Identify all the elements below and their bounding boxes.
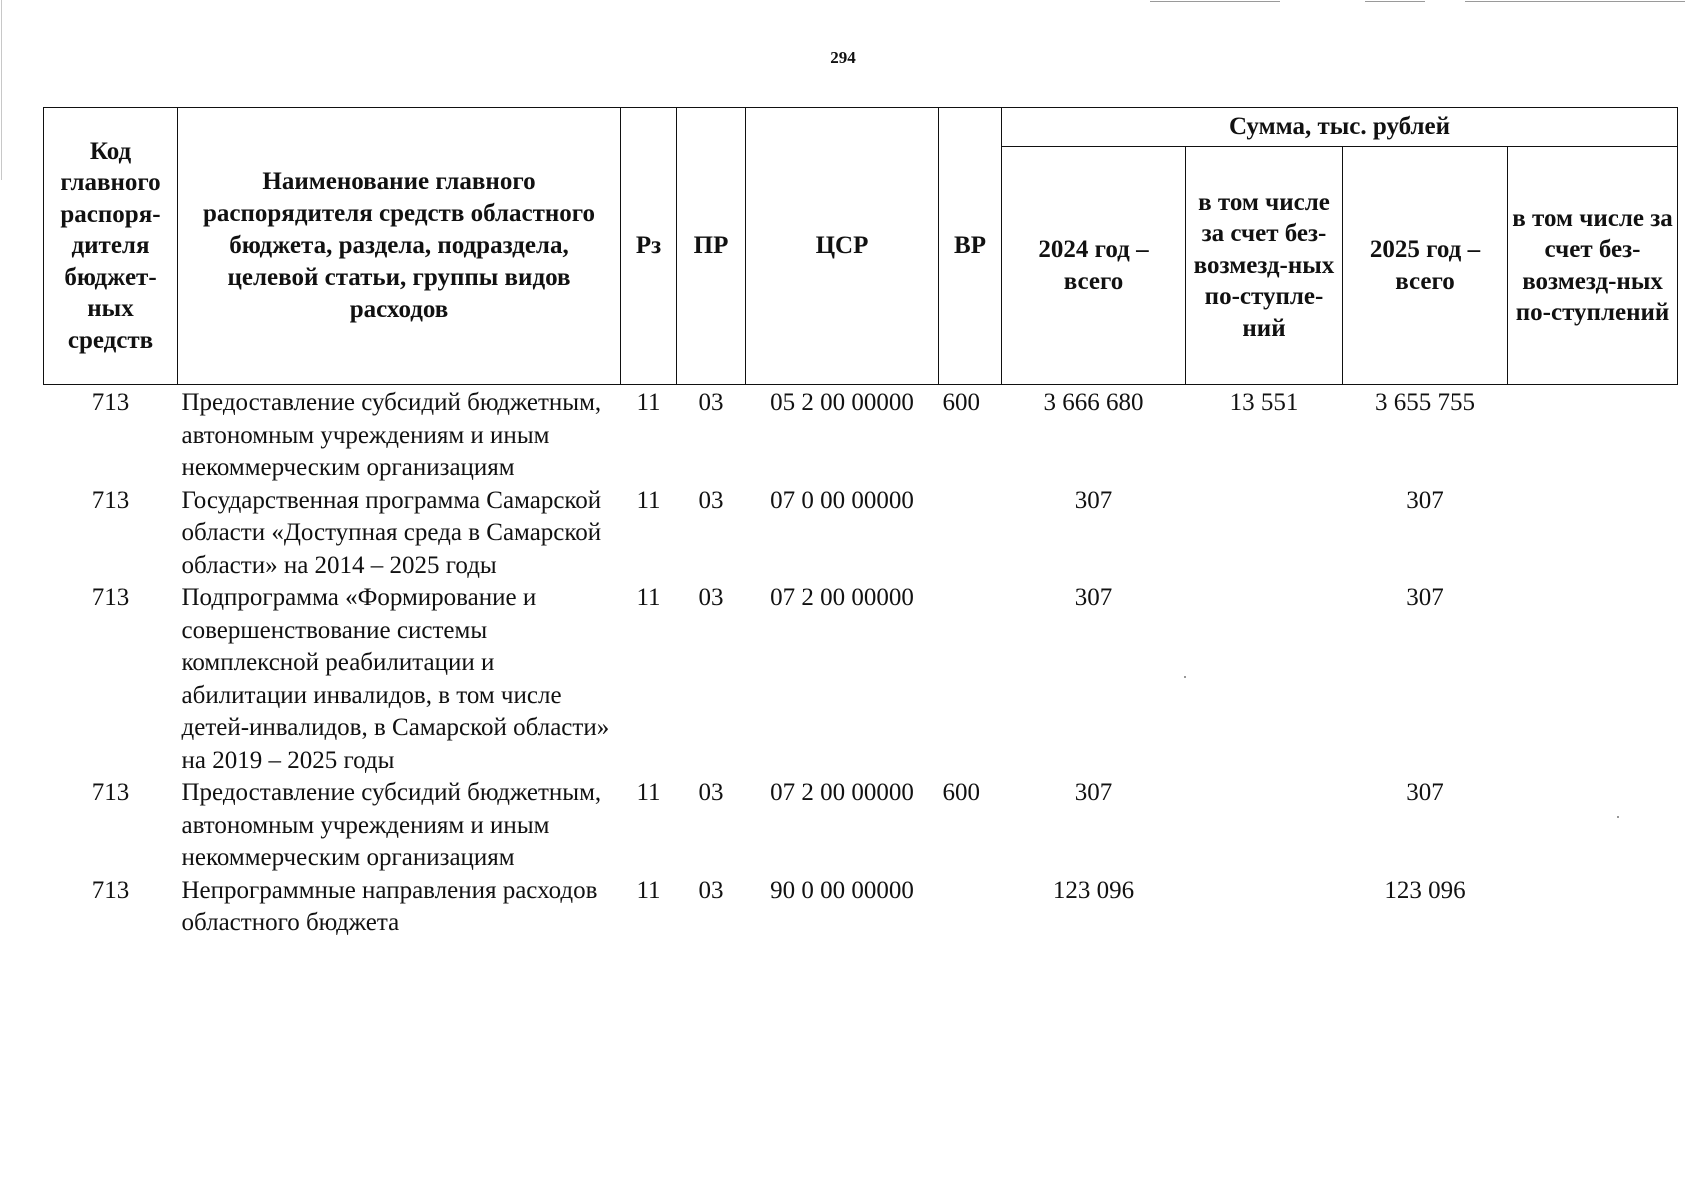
cell-2024-total: 307 <box>1074 486 1113 514</box>
header-code: Код главного распоря-дителя бюджет-ных средств <box>44 108 178 385</box>
cell-2025-free <box>1508 582 1678 777</box>
cell-name: Подпрограмма «Формирование и совершенствование системы комплексной реабилитации и абилитации инвалидов, в том числе детей-инвалидов, в Самарской области» на 2019 – 2025 годы <box>181 584 610 774</box>
header-sum: Сумма, тыс. рублей <box>1002 108 1678 147</box>
cell-pr: 03 <box>698 486 724 514</box>
header-2024-free: в том числе за счет без-возмезд-ных по-ступле-ний <box>1186 147 1343 385</box>
scan-left-edge <box>1 0 2 180</box>
cell-vr <box>939 875 1002 940</box>
cell-2024-total: 307 <box>1074 584 1113 611</box>
table-row <box>44 485 1678 583</box>
budget-table <box>43 107 1678 940</box>
header-2025-free: в том числе за счет без-возмезд-ных по-ступлений <box>1508 147 1678 385</box>
cell-2025-total: 307 <box>1406 779 1444 806</box>
cell-csr: 05 2 00 00000 <box>770 389 914 416</box>
page-number: 294 <box>830 48 856 67</box>
cell-2025-free <box>1508 385 1678 485</box>
cell-2024-free <box>1186 485 1343 583</box>
cell-pr: 03 <box>698 876 724 904</box>
header-name: Наименование главного распорядителя средств областного бюджета, раздела, подраздела, целевой статьи, группы видов расходов <box>178 108 621 385</box>
table-row <box>44 385 1678 485</box>
header-2025-total: 2025 год – всего <box>1343 147 1508 385</box>
scan-artifact-line <box>1365 1 1425 2</box>
table-row <box>44 777 1678 875</box>
cell-vr <box>939 582 1002 777</box>
cell-csr: 07 2 00 00000 <box>770 779 914 806</box>
cell-2025-total: 307 <box>1406 584 1444 611</box>
header-csr: ЦСР <box>746 108 939 385</box>
cell-2025-total: 307 <box>1406 486 1444 514</box>
cell-rz: 11 <box>636 486 661 514</box>
table-body <box>44 385 1678 940</box>
cell-vr: 600 <box>942 779 980 806</box>
header-pr: ПР <box>677 108 746 385</box>
cell-2025-free <box>1508 485 1678 583</box>
cell-csr: 07 0 00 00000 <box>770 486 914 514</box>
cell-name: Непрограммные направления расходов областного бюджета <box>181 876 598 936</box>
cell-vr <box>939 485 1002 583</box>
cell-2024-free <box>1186 777 1343 875</box>
cell-2024-free <box>1186 582 1343 777</box>
table-row <box>44 875 1678 940</box>
scan-artifact-line <box>1150 1 1280 2</box>
cell-name: Предоставление субсидий бюджетным, автономным учреждениям и иным некоммерческим организациям <box>181 389 602 481</box>
table-header <box>44 108 1678 385</box>
cell-2025-total: 123 096 <box>1384 876 1466 904</box>
cell-rz: 11 <box>636 876 661 904</box>
cell-code: 713 <box>91 779 130 806</box>
cell-code: 713 <box>91 389 130 416</box>
cell-2025-total: 3 655 755 <box>1375 389 1475 416</box>
cell-2024-free: 13 551 <box>1229 389 1299 416</box>
cell-name: Государственная программа Самарской области «Доступная среда в Самарской области» на 2014 – 2025 годы <box>181 486 602 579</box>
header-row-top <box>44 108 1678 147</box>
cell-name: Предоставление субсидий бюджетным, автономным учреждениям и иным некоммерческим организациям <box>181 779 602 871</box>
cell-2024-total: 123 096 <box>1052 876 1135 904</box>
cell-csr: 90 0 00 00000 <box>770 876 914 904</box>
cell-rz: 11 <box>636 389 661 416</box>
header-vr: ВР <box>939 108 1002 385</box>
cell-2024-free <box>1186 875 1343 940</box>
cell-pr: 03 <box>698 584 724 611</box>
header-2024-total: 2024 год – всего <box>1002 147 1186 385</box>
scan-artifact-line <box>1465 1 1685 2</box>
cell-code: 713 <box>91 876 130 904</box>
cell-pr: 03 <box>698 779 724 806</box>
table-row <box>44 582 1678 777</box>
header-rz: Рз <box>621 108 677 385</box>
cell-rz: 11 <box>636 779 661 806</box>
cell-2025-free <box>1508 777 1678 875</box>
cell-2024-total: 307 <box>1074 779 1113 806</box>
cell-2025-free <box>1508 875 1678 940</box>
cell-rz: 11 <box>636 584 661 611</box>
cell-code: 713 <box>91 486 130 514</box>
cell-code: 713 <box>91 584 130 611</box>
cell-2024-total: 3 666 680 <box>1043 389 1144 416</box>
cell-pr: 03 <box>698 389 724 416</box>
cell-vr: 600 <box>942 389 980 416</box>
cell-csr: 07 2 00 00000 <box>770 584 914 611</box>
